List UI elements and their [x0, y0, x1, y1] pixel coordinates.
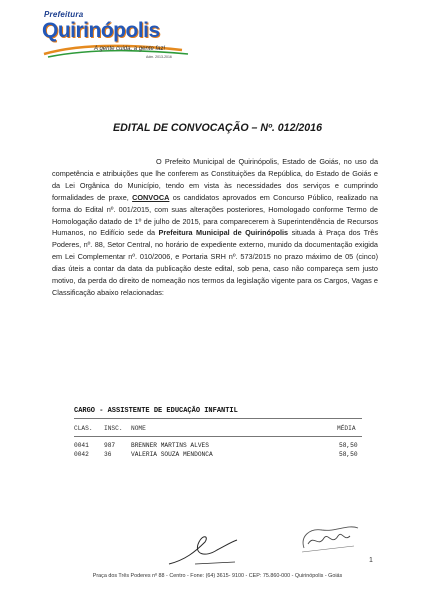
edital-paragraph [52, 156, 378, 299]
prefeitura-logo [42, 10, 192, 68]
logo-years: Adm. 2013-2016 [146, 55, 172, 59]
row-insc: 36 [104, 451, 112, 458]
row-nome: BRENNER MARTINS ALVES [131, 442, 209, 449]
paragraph-part-3: situada à Praça dos Três Poderes, nº. 88, Setor Central, no horário de expediente externo, munido da documentação exigida em Lei Complementar nº. 010/2006, e Portaria SRH nº. 573/2015 no prazo máximo de 05 (cinco) dias úteis a contar da data da publicação deste edital, sob pena, caso não compareça sem justo motivo, da perda do direito de nomeação nos termos da legislação vigente para os Cargos, Vagas e Classificação abaixo relacionadas: [52, 228, 378, 297]
header-media: MÉDIA [337, 425, 356, 432]
convoca-keyword: CONVOCA [132, 192, 170, 202]
row-insc: 987 [104, 442, 116, 449]
prefeitura-bold: Prefeitura Municipal de Quirinópolis [158, 228, 289, 238]
logo-slogan: A gente cuida, a gente faz! [94, 46, 166, 52]
paragraph-part-2: os candidatos aprovados em Concurso Público, realizado na forma do Edital nº. 001/2015, com suas alterações posteriores, Homologado conforme Termo de Homologação datado de 1º de julho de 2015, para comparecerem à Superintendência de Recursos Humanos, no Edifício sede da [52, 192, 378, 238]
signature-left [165, 522, 245, 572]
table-header-divider [74, 436, 362, 437]
header-nome: NOME [131, 425, 146, 432]
cargo-title: CARGO - ASSISTENTE DE EDUCAÇÃO INFANTIL [74, 407, 238, 415]
row-media: 58,50 [339, 442, 358, 449]
logo-prefix: Prefeitura [44, 10, 84, 19]
table-top-divider [74, 418, 362, 419]
row-clas: 0041 [74, 442, 89, 449]
row-media: 58,50 [339, 451, 358, 458]
paragraph-part-1: O Prefeito Municipal de Quirinópolis, Estado de Goiás, no uso da competência e atribuições que lhe conferem as Constituições da República, do Estado de Goiás e da Lei Orgânica do Município, tendo em vista às necessidades dos serviços e cumprindo formalidades de praxe, [52, 157, 378, 202]
row-clas: 0042 [74, 451, 89, 458]
header-clas: CLAS. [74, 425, 93, 432]
row-nome: VALERIA SOUZA MENDONCA [131, 451, 213, 458]
header-insc: INSC. [104, 425, 123, 432]
document-title: EDITAL DE CONVOCAÇÃO – Nº. 012/2016 [113, 122, 322, 134]
signature-right [296, 518, 366, 560]
page-number: 1 [369, 557, 373, 564]
footer-address: Praça dos Três Poderes nº 88 - Centro - Fone: (64) 3615- 9100 - CEP: 75.860-000 - Quirinópolis - Goiás [92, 573, 343, 579]
logo-name: Quirinópolis [42, 19, 160, 42]
